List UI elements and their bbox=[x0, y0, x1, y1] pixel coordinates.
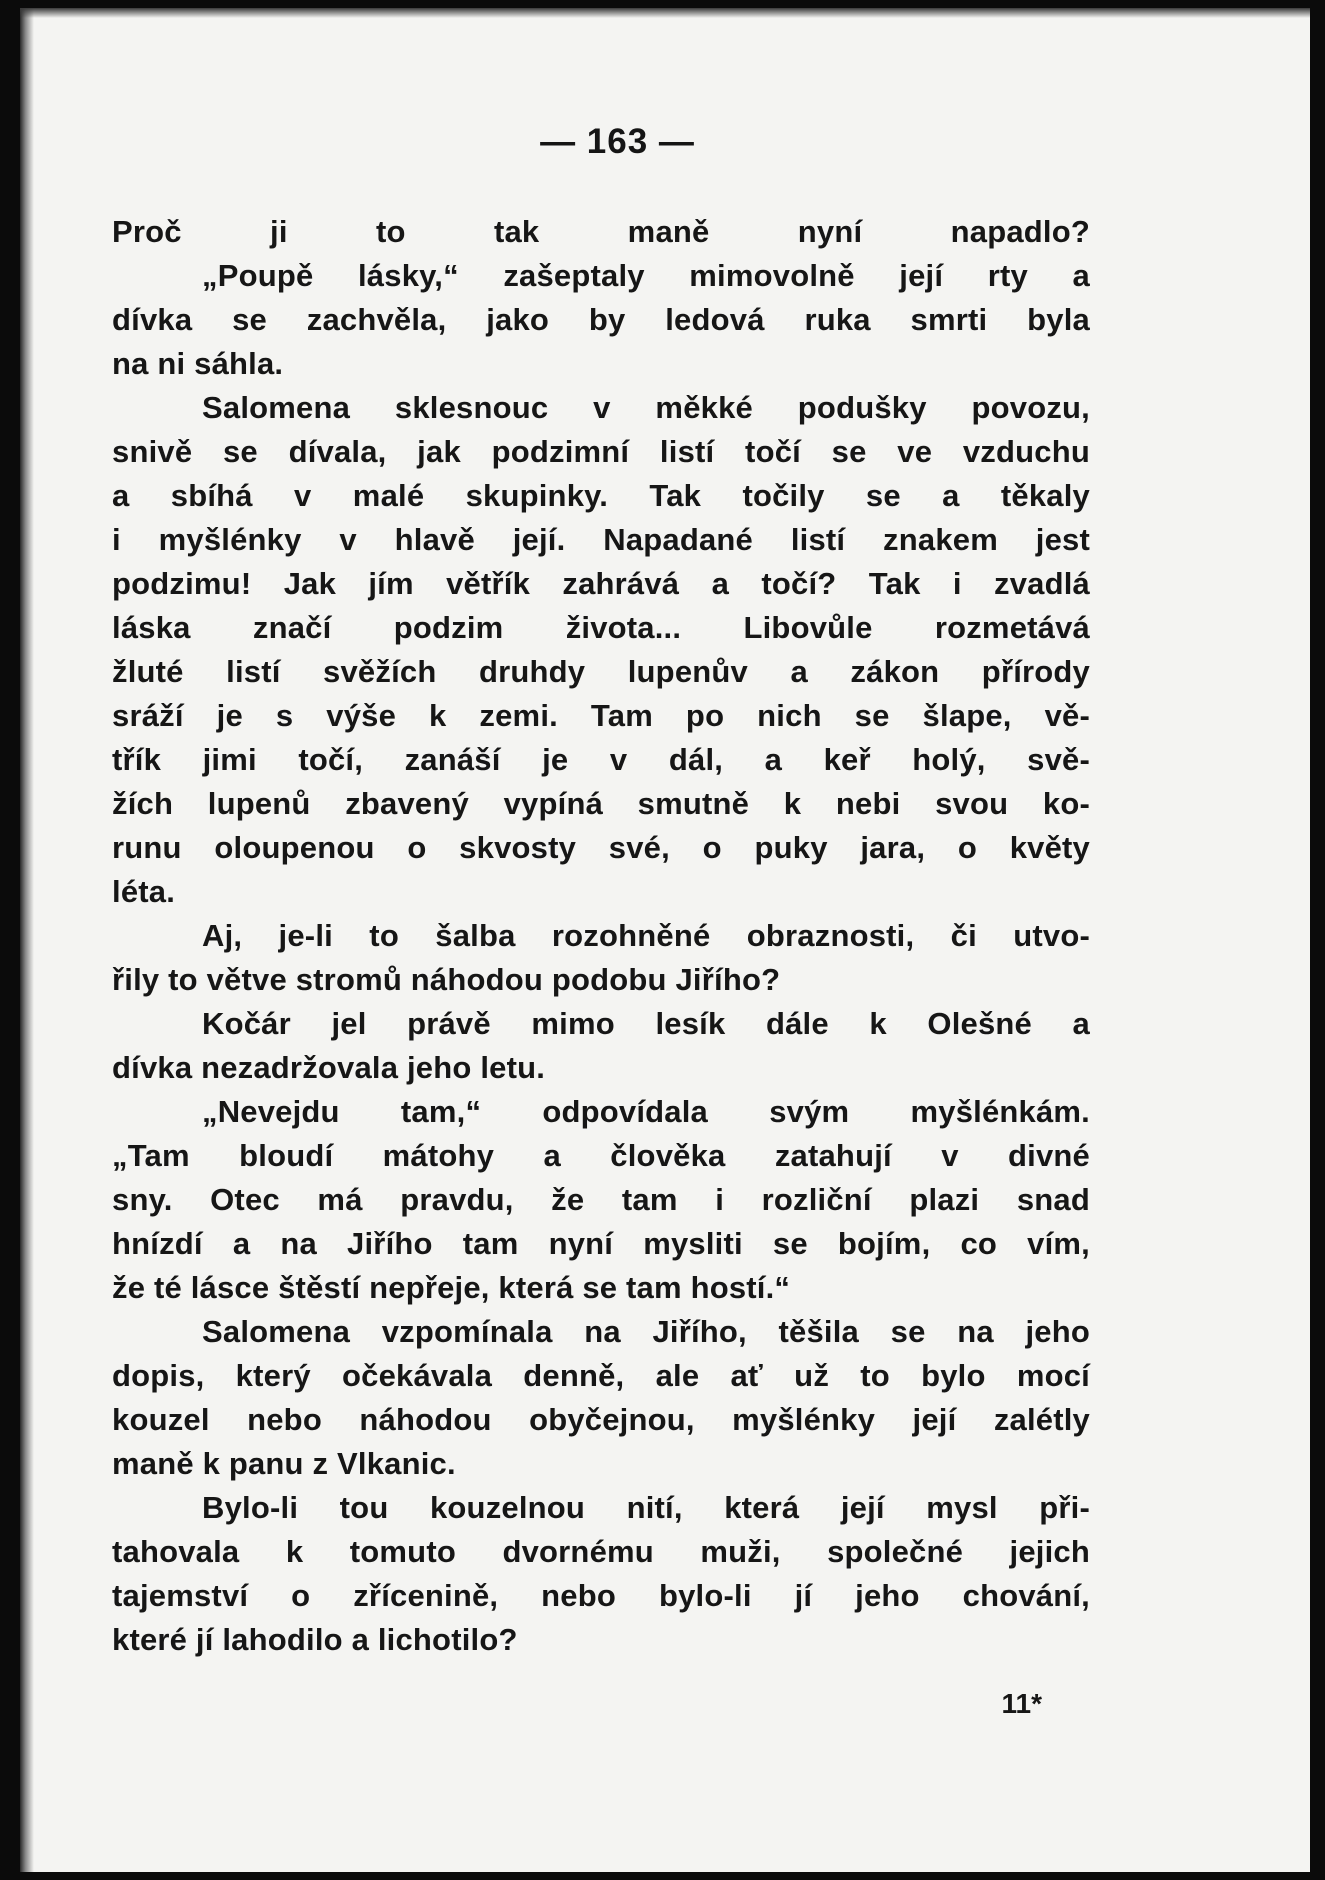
text-line: sny. Otec má pravdu, že tam i rozliční plazi snad bbox=[112, 1182, 1090, 1217]
text-line: že té lásce štěstí nepřeje, která se tam hostí.“ bbox=[112, 1270, 791, 1305]
text-line: „Nevejdu tam,“ odpovídala svým myšlénkám. bbox=[202, 1094, 1090, 1129]
text-line: i myšlénky v hlavě její. Napadané listí znakem jest bbox=[112, 522, 1090, 557]
text-line: „Poupě lásky,“ zašeptaly mimovolně její rty a bbox=[202, 258, 1090, 293]
text-line: tahovala k tomuto dvornému muži, společné jejich bbox=[112, 1534, 1090, 1569]
text-line: Salomena vzpomínala na Jiřího, těšila se na jeho bbox=[202, 1314, 1090, 1349]
page-binding-shadow bbox=[20, 8, 34, 1872]
page-top-shadow bbox=[20, 8, 1310, 18]
text-line: runu oloupenou o skvosty své, o puky jara, o květy bbox=[112, 830, 1090, 865]
book-page bbox=[20, 8, 1310, 1872]
text-line: tajemství o zřícenině, nebo bylo-li jí jeho chování, bbox=[112, 1578, 1090, 1613]
signature-mark: 11* bbox=[1001, 1688, 1042, 1719]
text-line: Kočár jel právě mimo lesík dále k Olešné a bbox=[202, 1006, 1090, 1041]
body-text bbox=[112, 210, 1090, 1662]
text-line: Proč ji to tak maně nyní napadlo? bbox=[112, 214, 1090, 249]
text-line: léta. bbox=[112, 874, 176, 909]
text-line: žích lupenů zbavený vypíná smutně k nebi svou ko- bbox=[112, 786, 1090, 821]
text-line: podzimu! Jak jím větřík zahrává a točí? Tak i zvadlá bbox=[112, 566, 1090, 601]
text-line: na ni sáhla. bbox=[112, 346, 284, 381]
text-line: řily to větve stromů náhodou podobu Jiřího? bbox=[112, 962, 781, 997]
text-line: snivě se dívala, jak podzimní listí točí se ve vzduchu bbox=[112, 434, 1090, 469]
text-line: dívka se zachvěla, jako by ledová ruka smrti byla bbox=[112, 302, 1090, 337]
text-line: a sbíhá v malé skupinky. Tak točily se a těkaly bbox=[112, 478, 1090, 513]
text-line: hnízdí a na Jiřího tam nyní mysliti se bojím, co vím, bbox=[112, 1226, 1090, 1261]
text-line: dívka nezadržovala jeho letu. bbox=[112, 1050, 546, 1085]
text-line: které jí lahodilo a lichotilo? bbox=[112, 1622, 518, 1657]
text-line: maně k panu z Vlkanic. bbox=[112, 1446, 456, 1481]
text-line: třík jimi točí, zanáší je v dál, a keř holý, svě- bbox=[112, 742, 1090, 777]
text-line: Salomena sklesnouc v měkké podušky povozu, bbox=[202, 390, 1090, 425]
text-line: Bylo-li tou kouzelnou nití, která její mysl při- bbox=[202, 1490, 1090, 1525]
text-line: dopis, který očekávala denně, ale ať už to bylo mocí bbox=[112, 1358, 1090, 1393]
text-line: „Tam bloudí mátohy a člověka zatahují v divné bbox=[112, 1138, 1090, 1173]
text-line: Aj, je-li to šalba rozohněné obraznosti, či utvo- bbox=[202, 918, 1090, 953]
text-line: žluté listí svěžích druhdy lupenův a zákon přírody bbox=[112, 654, 1090, 689]
text-line: kouzel nebo náhodou obyčejnou, myšlénky její zalétly bbox=[112, 1402, 1090, 1437]
page-number: — 163 — bbox=[540, 122, 695, 161]
text-line: sráží je s výše k zemi. Tam po nich se šlape, vě- bbox=[112, 698, 1090, 733]
text-line: láska značí podzim života... Libovůle rozmetává bbox=[112, 610, 1090, 645]
